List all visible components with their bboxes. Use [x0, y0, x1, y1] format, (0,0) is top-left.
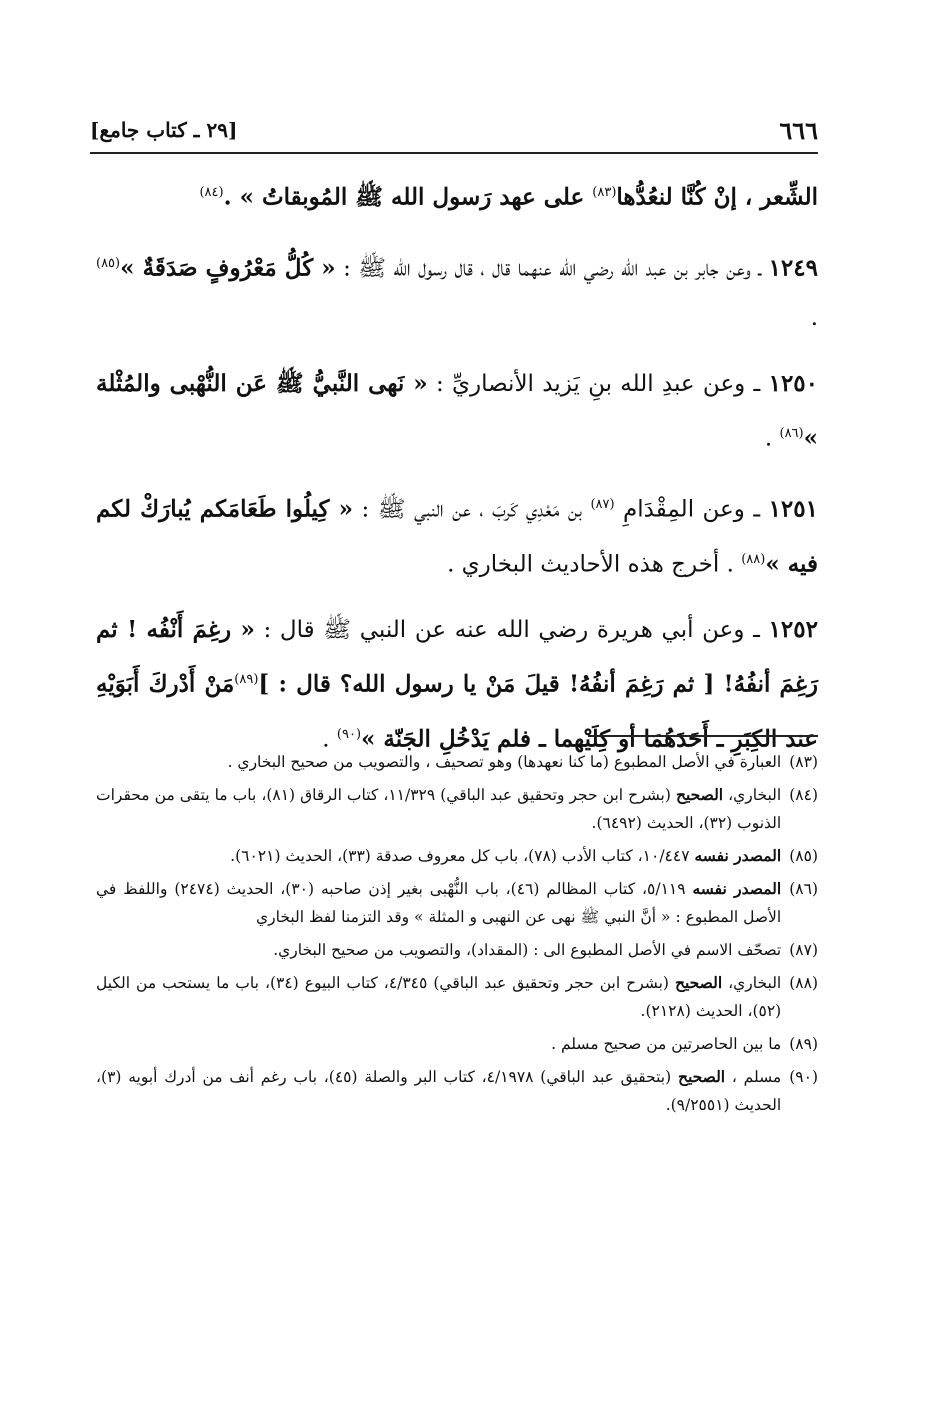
- hadith-text-segment: الشِّعر ، إنْ كُنَّا لنعُدُّها: [616, 183, 818, 211]
- footnote: [96, 842, 818, 870]
- hadith-number: ١٢٥٢: [768, 616, 818, 644]
- hadith-text-segment: ـ وعن عبدِ الله بنِ يَزيد الأنصاريِّ :: [427, 371, 769, 398]
- footnote-text: [96, 969, 781, 1025]
- footnote-ref: (٨٩): [234, 672, 259, 688]
- footnote-text-segment: (بشرح ابن حجر وتحقيق عبد الباقي) ١١/٣٢٩، كتاب الرقاق (٨١)، باب ما يتقى من محقرات الذنوب (٣٢)، الحديث (٦٤٩٢).: [96, 786, 782, 832]
- footnote-ref: (٩٠): [336, 726, 362, 742]
- hadith-text-segment: .: [764, 425, 780, 452]
- chapter-title: [٢٩ ـ كتاب جامع]: [90, 118, 238, 142]
- footnote-number: (٨٣): [789, 753, 818, 771]
- footnote-text: [96, 1063, 781, 1119]
- hadith-text-segment: ـ وعن أبي هريرة رضي الله عنه عن النبي ﷺ قال :: [254, 617, 769, 644]
- hadith-paragraph: [96, 359, 818, 464]
- page-header: [90, 112, 818, 154]
- footnote-text-segment: الصحيح: [674, 973, 723, 992]
- hadith-number: ١٢٥١: [768, 495, 818, 523]
- footnote-number: (٨٥): [789, 847, 818, 865]
- footnote: [96, 1030, 818, 1058]
- footnote-text-segment: (بتحقيق عبد الباقي) ٤/١٩٧٨، كتاب البر والصلة (٤٥)، باب رغم أنف من أدرك أبويه (٣)، الحديث (٩/٢٥٥١).: [96, 1068, 782, 1114]
- footnote-text: [96, 781, 781, 837]
- hadith-paragraph: [96, 239, 818, 344]
- footnote-text: [96, 842, 781, 870]
- footnote-text-segment: ٥/١١٩، كتاب المظالم (٤٦)، باب النُّهْبى بغير إذن صاحبه (٣٠)، الحديث (٢٤٧٤) واللفظ في الأصل المطبوع : « أنَّ النبي ﷺ نهى عن النهبى و المثلة » وقد التزمنا لفظ البخاري: [96, 880, 782, 926]
- footnote-text-segment: العبارة في الأصل المطبوع (ما كنا نعهدها) وهو تصحيف ، والتصويب من صحيح البخاري .: [227, 753, 782, 771]
- footnote: [96, 1063, 818, 1119]
- footnote-text-segment: ١٠/٤٤٧، كتاب الأدب (٧٨)، باب كل معروف صدقة (٣٣)، الحديث (٦٠٢١).: [230, 847, 695, 865]
- footnote: [96, 936, 818, 964]
- hadith-text-segment: .: [322, 726, 337, 753]
- hadith-paragraph: [96, 168, 818, 223]
- footnote-text: [96, 936, 781, 964]
- footnote-ref: (٨٤): [199, 185, 224, 200]
- footnote-text-segment: تصحّف الاسم في الأصل المطبوع الى : (المقداد)، والتصويب من صحيح البخاري.: [273, 941, 782, 959]
- footnote-text: [96, 748, 781, 776]
- hadith-text-segment: « كُلُّ مَعْرُوفٍ صَدَقَةٌ »: [120, 254, 336, 282]
- footnote: [96, 748, 818, 776]
- footnote: [96, 969, 818, 1025]
- hadith-text-segment: « رغِمَ أَنْفُه ! ثم رَغِمَ أنفُهُ! [ ثم رَغِمَ أنفُهُ! قيلَ مَنْ يا رسول الله؟ قال : ]: [96, 616, 818, 698]
- footnote-text-segment: (بشرح ابن حجر وتحقيق عبد الباقي) ٤/٣٤٥، كتاب البيوع (٣٤)، باب ما يستحب من الكيل (٥٢)، الحديث (٢١٢٨).: [96, 974, 782, 1020]
- footnote-ref: (٨٨): [741, 551, 766, 567]
- main-text: [96, 168, 818, 781]
- hadith-paragraph: [96, 605, 818, 764]
- footnote-text: [96, 1030, 781, 1058]
- hadith-text-segment: على عهد رَسول الله ﷺ المُوبقاتُ » .: [223, 183, 593, 211]
- page-number: ٦٦٦: [779, 116, 818, 145]
- hadith-text-segment: « كِيلُوا طَعَامَكم يُبارَكْ لكم فيه »: [96, 495, 818, 578]
- hadith-text-segment: . أخرج هذه الأحاديث البخاري .: [447, 551, 742, 578]
- hadith-paragraph: [96, 480, 818, 589]
- footnote-text-segment: المصدر نفسه: [692, 879, 782, 898]
- footnote-ref: (٨٦): [779, 426, 804, 442]
- footnote-ref: (٨٧): [590, 496, 615, 512]
- footnote-text-segment: المصدر نفسه: [694, 846, 782, 865]
- hadith-number: ١٢٥٠: [768, 370, 819, 398]
- footnote-text-segment: الصحيح: [675, 785, 724, 804]
- footnote-ref: (٨٥): [96, 255, 121, 271]
- hadith-text-segment: « نَهى النَّبيُّ ﷺ عَن النُّهْبى والمُثْلة »: [96, 370, 818, 452]
- footnote-number: (٨٩): [789, 1035, 818, 1053]
- hadith-text-segment: .: [810, 305, 818, 332]
- hadith-text-segment: بن مَعْدِي كَربَ ، عن النبي ﷺ :: [353, 496, 591, 523]
- footnote-text: [96, 875, 781, 931]
- footnote-text-segment: الصحيح: [677, 1067, 726, 1086]
- footnote: [96, 781, 818, 837]
- footnote-number: (٨٦): [789, 880, 818, 898]
- hadith-text-segment: ـ وعن المِقْدَامِ: [614, 496, 769, 523]
- footnote-number: (٨٧): [789, 941, 818, 959]
- footnote-number: (٨٤): [789, 786, 818, 804]
- hadith-text-segment: ـ وعن جابر بن عبد الله رضي الله عنهما قال ، قال رسول الله ﷺ :: [335, 255, 769, 282]
- footnote: [96, 875, 818, 931]
- footnote-number: (٨٨): [789, 974, 818, 992]
- footnote-text-segment: البخاري،: [722, 974, 782, 992]
- footnote-text-segment: مسلم ،: [725, 1068, 782, 1086]
- footnote-number: (٩٠): [789, 1068, 818, 1086]
- footnote-text-segment: ما بين الحاصرتين من صحيح مسلم .: [551, 1035, 782, 1053]
- footnote-text-segment: البخاري،: [723, 786, 782, 804]
- footnote-separator: [588, 735, 818, 737]
- hadith-text-segment: مَنْ أَدْركَ أَبَوَيْهِ عند الكِبَرِ ـ أَحَدَهُمَا أو كِلَيْهما ـ فلم يَدْخُلِ الجَنّة »: [96, 670, 818, 753]
- footnote-ref: (٨٣): [592, 185, 617, 200]
- hadith-number: ١٢٤٩: [768, 254, 818, 282]
- footnotes: [96, 748, 818, 1124]
